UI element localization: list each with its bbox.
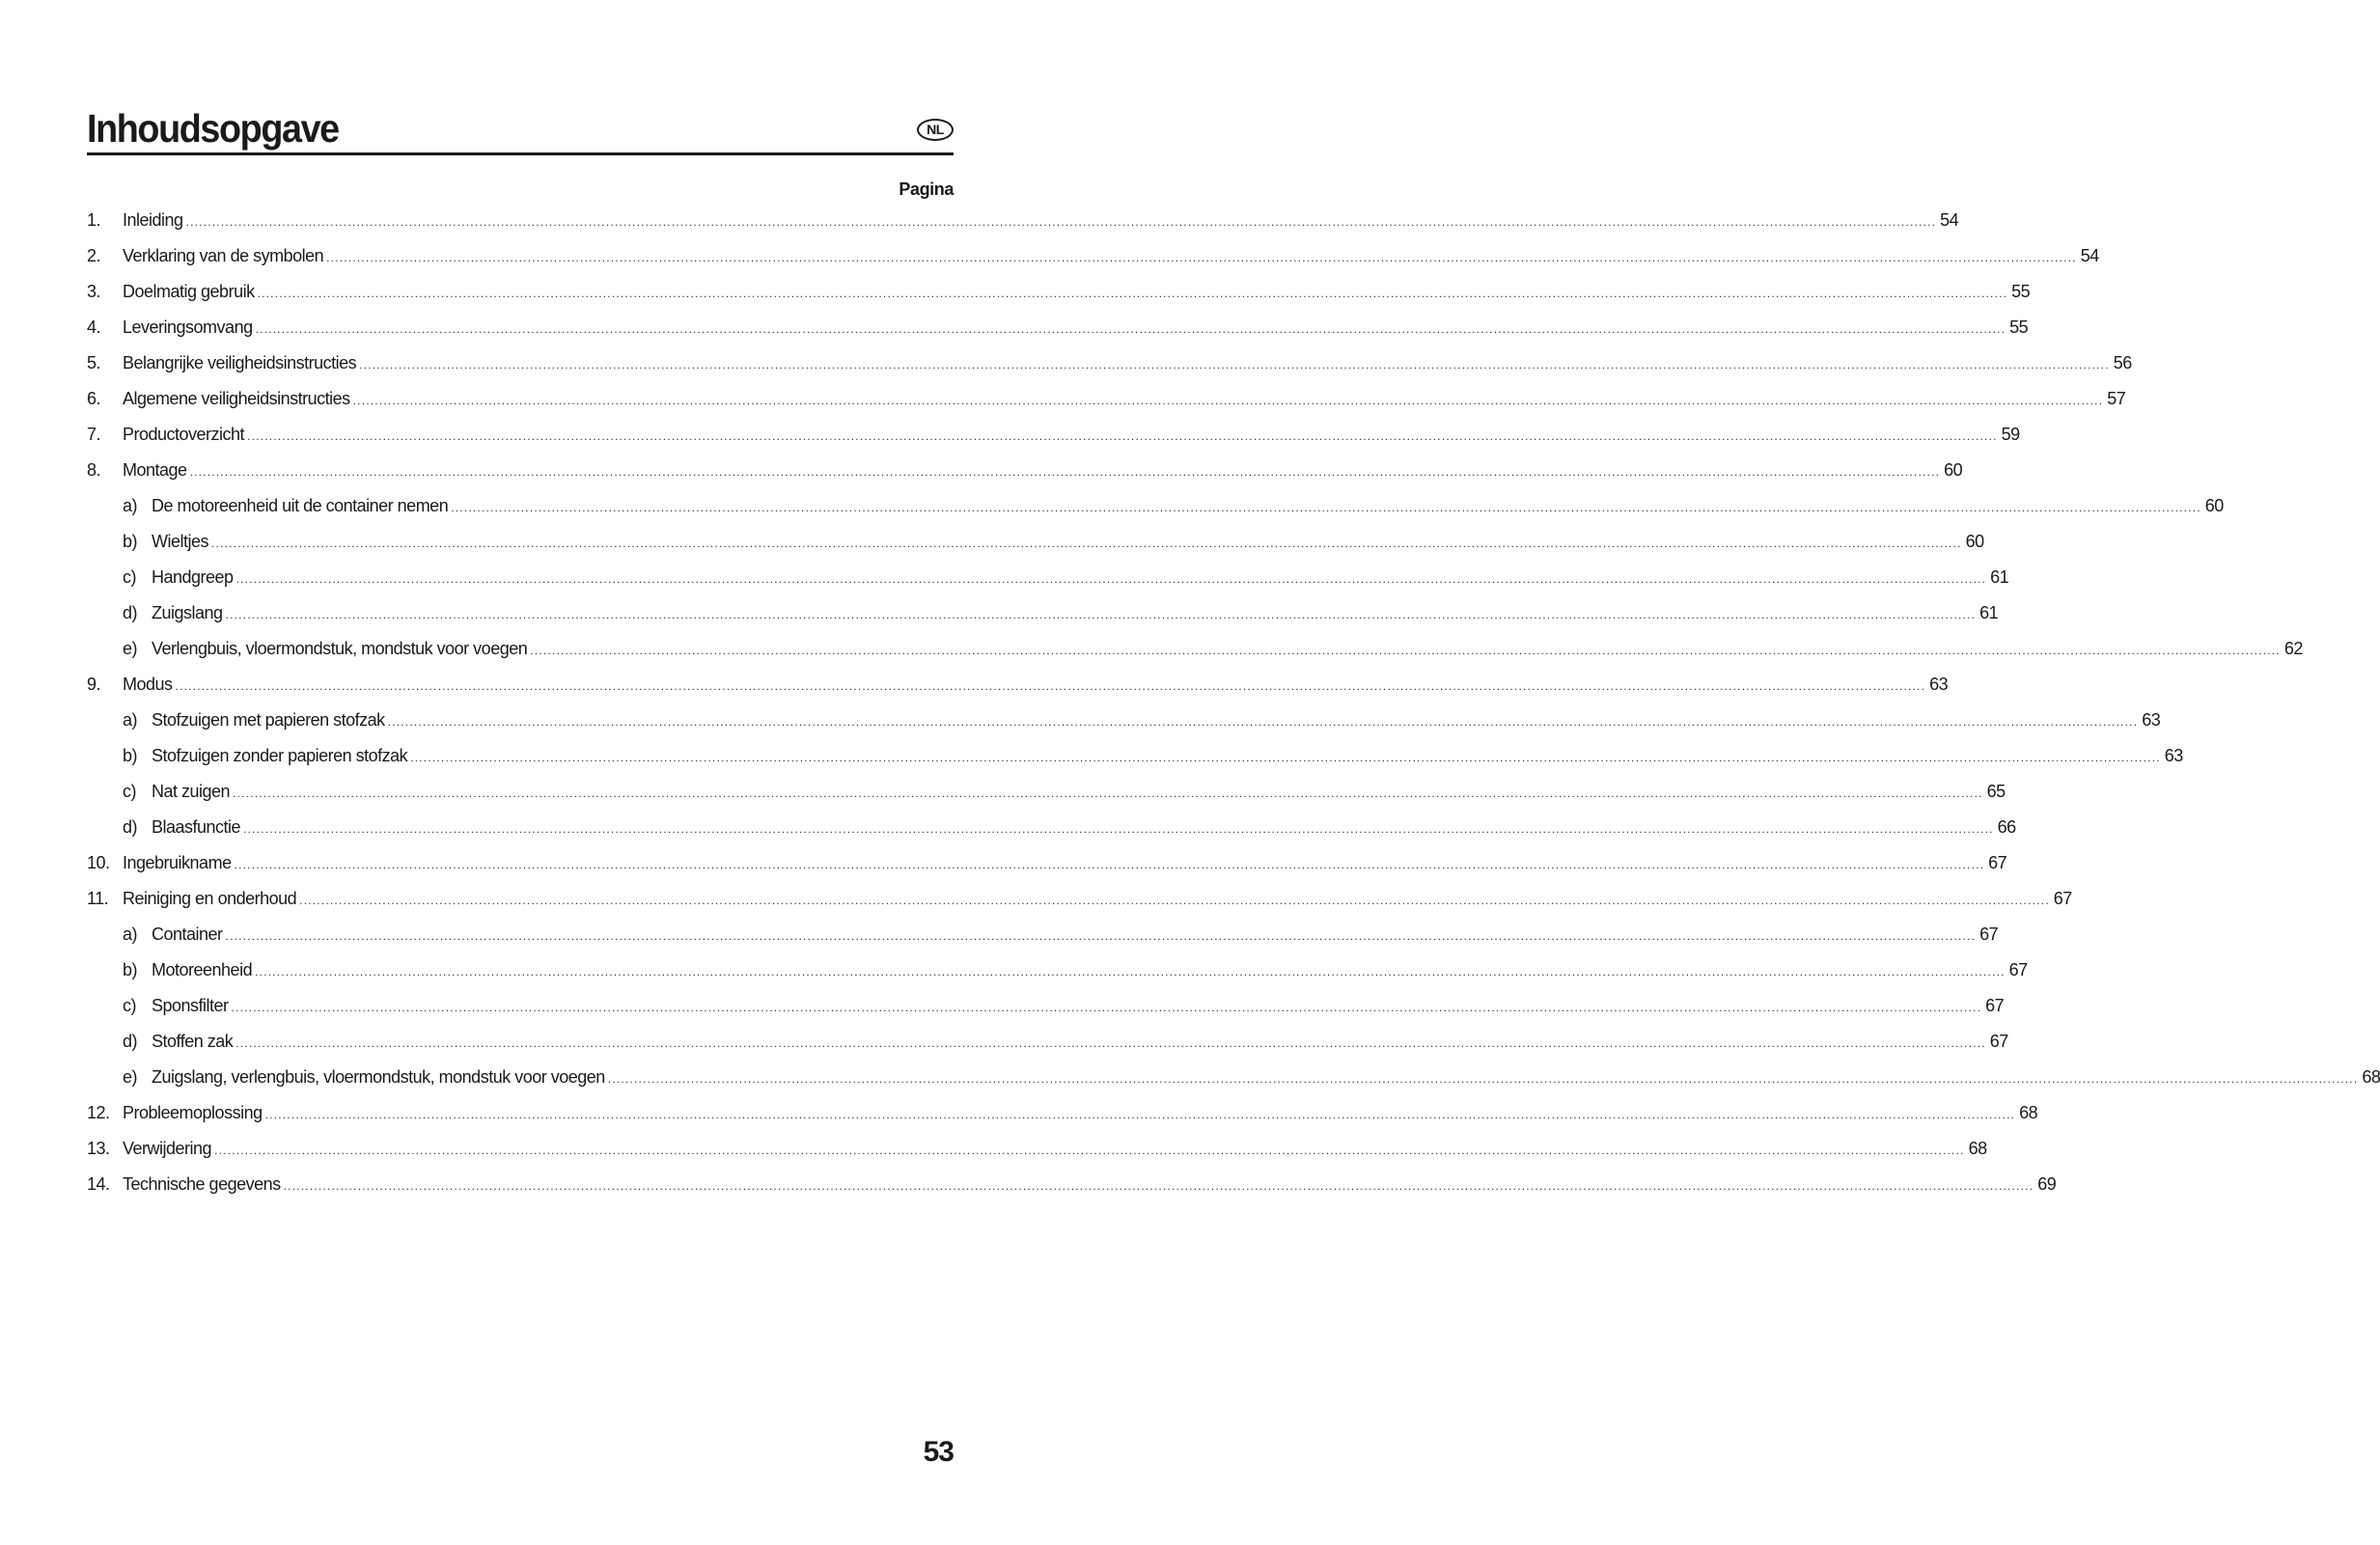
dot-leader: ................................................................................................................................................................................................................................................................................................................................................................................................................ bbox=[214, 1144, 1965, 1157]
toc-entry-page: 62 bbox=[2283, 639, 2303, 658]
toc-entry bbox=[87, 1102, 2038, 1138]
toc-entry-label: Leveringsomvang bbox=[123, 317, 253, 337]
dot-leader: ................................................................................................................................................................................................................................................................................................................................................................................................................ bbox=[247, 429, 1998, 443]
toc-entry-label: De motoreenheid uit de container nemen bbox=[152, 496, 449, 515]
dot-leader: ................................................................................................................................................................................................................................................................................................................................................................................................................ bbox=[185, 215, 1937, 229]
dot-leader: ................................................................................................................................................................................................................................................................................................................................................................................................................ bbox=[387, 715, 2139, 729]
toc-entry-label: Wieltjes bbox=[152, 532, 209, 551]
toc-subentry bbox=[87, 638, 2303, 674]
toc-entry-page: 65 bbox=[1986, 782, 2006, 801]
toc-entry-label: Zuigslang, verlengbuis, vloermondstuk, mondstuk voor voegen bbox=[152, 1067, 605, 1087]
toc-entry-number: c) bbox=[123, 567, 136, 587]
toc-entry-page: 59 bbox=[2001, 425, 2020, 444]
dot-leader: ................................................................................................................................................................................................................................................................................................................................................................................................................ bbox=[175, 679, 1926, 693]
toc-entry-page: 54 bbox=[1940, 210, 1959, 230]
toc-entry-page: 68 bbox=[2362, 1067, 2380, 1087]
toc-entry bbox=[87, 459, 1963, 495]
toc-entry-label: Probleemoplossing bbox=[123, 1103, 263, 1122]
toc-subentry bbox=[87, 745, 2183, 781]
toc-entry-number: 6. bbox=[87, 389, 101, 408]
toc-entry-label: Algemene veiligheidsinstructies bbox=[123, 389, 350, 408]
toc-entry-label: Montage bbox=[123, 460, 187, 480]
toc-entry-label: Doelmatig gebruik bbox=[123, 282, 255, 301]
dot-leader: ................................................................................................................................................................................................................................................................................................................................................................................................................ bbox=[235, 1036, 1986, 1050]
toc-entry-label: Productoverzicht bbox=[123, 425, 245, 444]
toc-entry-number: e) bbox=[123, 639, 138, 658]
toc-entry-number: d) bbox=[123, 817, 138, 837]
toc-subentry bbox=[87, 566, 2009, 602]
toc-entry-page: 61 bbox=[1990, 567, 2009, 587]
dot-leader: ................................................................................................................................................................................................................................................................................................................................................................................................................ bbox=[451, 501, 2201, 514]
toc-entry-page: 55 bbox=[2009, 317, 2029, 337]
toc-entry-number: b) bbox=[123, 960, 138, 979]
toc-entry-page: 60 bbox=[2204, 496, 2224, 515]
toc-entry-number: a) bbox=[123, 924, 138, 944]
toc-entry-page: 67 bbox=[1989, 1032, 2008, 1051]
toc-entry bbox=[87, 317, 2029, 352]
page-header bbox=[87, 99, 954, 155]
dot-leader: ................................................................................................................................................................................................................................................................................................................................................................................................................ bbox=[255, 965, 2006, 979]
toc-entry-page: 60 bbox=[1944, 460, 1963, 480]
toc-subentry bbox=[87, 816, 2016, 852]
dot-leader: ................................................................................................................................................................................................................................................................................................................................................................................................................ bbox=[530, 644, 2281, 657]
toc-entry bbox=[87, 424, 2020, 459]
toc-entry-number: c) bbox=[123, 782, 136, 801]
toc-entry-page: 67 bbox=[2008, 960, 2028, 979]
dot-leader: ................................................................................................................................................................................................................................................................................................................................................................................................................ bbox=[359, 358, 2110, 372]
toc-entry-number: 9. bbox=[87, 675, 101, 694]
toc-entry-page: 67 bbox=[2053, 889, 2072, 908]
toc-entry bbox=[87, 888, 2072, 924]
toc-entry-number: d) bbox=[123, 603, 138, 622]
toc-entry-number: 3. bbox=[87, 282, 101, 301]
toc-entry-label: Reiniging en onderhoud bbox=[123, 889, 297, 908]
toc-entry-page: 66 bbox=[1997, 817, 2016, 837]
toc-entry-label: Technische gegevens bbox=[123, 1174, 281, 1194]
toc-entry bbox=[87, 245, 2099, 281]
dot-leader: ................................................................................................................................................................................................................................................................................................................................................................................................................ bbox=[352, 394, 2104, 407]
toc-entry bbox=[87, 281, 2031, 317]
toc-entry-page: 56 bbox=[2113, 353, 2132, 372]
toc-entry-number: c) bbox=[123, 996, 136, 1015]
toc-entry-number: d) bbox=[123, 1032, 138, 1051]
dot-leader: ................................................................................................................................................................................................................................................................................................................................................................................................................ bbox=[607, 1072, 2359, 1086]
toc-subentry bbox=[87, 1066, 2380, 1102]
toc-entry bbox=[87, 352, 2132, 388]
toc-entry-label: Zuigslang bbox=[152, 603, 223, 622]
toc-subentry bbox=[87, 531, 1984, 566]
toc-entry-page: 68 bbox=[2019, 1103, 2038, 1122]
toc-entry-label: Stofzuigen met papieren stofzak bbox=[152, 710, 385, 730]
toc-subentry bbox=[87, 924, 1999, 959]
toc-entry-number: 12. bbox=[87, 1103, 110, 1122]
toc-entry bbox=[87, 1138, 1987, 1173]
toc-entry-label: Stofzuigen zonder papieren stofzak bbox=[152, 746, 408, 765]
dot-leader: ................................................................................................................................................................................................................................................................................................................................................................................................................ bbox=[326, 251, 2077, 264]
toc-entry bbox=[87, 388, 2126, 424]
toc-entry-page: 54 bbox=[2080, 246, 2099, 265]
toc-subentry bbox=[87, 602, 1999, 638]
toc-entry-number: a) bbox=[123, 496, 138, 515]
dot-leader: ................................................................................................................................................................................................................................................................................................................................................................................................................ bbox=[410, 751, 2161, 764]
toc-subentry bbox=[87, 995, 2005, 1031]
dot-leader: ................................................................................................................................................................................................................................................................................................................................................................................................................ bbox=[231, 1001, 1982, 1014]
toc-entry-number: 7. bbox=[87, 425, 101, 444]
table-of-contents bbox=[87, 209, 2380, 1209]
toc-entry-label: Motoreenheid bbox=[152, 960, 253, 979]
toc-entry-label: Modus bbox=[123, 675, 173, 694]
dot-leader: ................................................................................................................................................................................................................................................................................................................................................................................................................ bbox=[234, 858, 1985, 871]
toc-entry-label: Belangrijke veiligheidsinstructies bbox=[123, 353, 357, 372]
toc-entry-number: 8. bbox=[87, 460, 101, 480]
toc-entry-label: Verwijdering bbox=[123, 1139, 212, 1158]
toc-entry-page: 63 bbox=[2164, 746, 2183, 765]
toc-subentry bbox=[87, 1031, 2008, 1066]
dot-leader: ................................................................................................................................................................................................................................................................................................................................................................................................................ bbox=[233, 786, 1983, 800]
dot-leader: ................................................................................................................................................................................................................................................................................................................................................................................................................ bbox=[189, 465, 1941, 479]
toc-entry-number: 13. bbox=[87, 1139, 110, 1158]
toc-entry-number: 1. bbox=[87, 210, 101, 230]
toc-subentry bbox=[87, 709, 2161, 745]
toc-entry-page: 68 bbox=[1968, 1139, 1987, 1158]
toc-entry-number: b) bbox=[123, 532, 138, 551]
toc-entry-number: 11. bbox=[87, 889, 109, 908]
toc-entry-page: 61 bbox=[1979, 603, 1999, 622]
dot-leader: ................................................................................................................................................................................................................................................................................................................................................................................................................ bbox=[299, 894, 2050, 907]
toc-subentry bbox=[87, 495, 2224, 531]
toc-subentry bbox=[87, 959, 2028, 995]
toc-entry-label: Ingebruikname bbox=[123, 853, 232, 872]
dot-leader: ................................................................................................................................................................................................................................................................................................................................................................................................................ bbox=[257, 287, 2008, 300]
toc-entry-label: Verklaring van de symbolen bbox=[123, 246, 324, 265]
dot-leader: ................................................................................................................................................................................................................................................................................................................................................................................................................ bbox=[235, 572, 1987, 586]
dot-leader: ................................................................................................................................................................................................................................................................................................................................................................................................................ bbox=[225, 929, 1977, 943]
toc-entry-page: 55 bbox=[2011, 282, 2031, 301]
toc-entry-label: Nat zuigen bbox=[152, 782, 231, 801]
language-badge-icon: NL bbox=[917, 119, 954, 141]
toc-entry-page: 57 bbox=[2107, 389, 2126, 408]
toc-entry bbox=[87, 852, 2007, 888]
toc-entry bbox=[87, 1173, 2057, 1209]
toc-entry-label: Blaasfunctie bbox=[152, 817, 241, 837]
toc-entry-label: Inleiding bbox=[123, 210, 183, 230]
toc-entry-page: 67 bbox=[1988, 853, 2007, 872]
toc-entry-page: 67 bbox=[1979, 924, 1999, 944]
dot-leader: ................................................................................................................................................................................................................................................................................................................................................................................................................ bbox=[243, 822, 1994, 836]
toc-entry-number: e) bbox=[123, 1067, 138, 1087]
toc-entry-number: 10. bbox=[87, 853, 110, 872]
toc-entry-number: 14. bbox=[87, 1174, 110, 1194]
toc-entry-page: 63 bbox=[2142, 710, 2161, 730]
toc-entry-number: 5. bbox=[87, 353, 101, 372]
toc-entry-number: 2. bbox=[87, 246, 101, 265]
page-title: Inhoudsopgave bbox=[87, 106, 339, 151]
toc-entry-label: Handgreep bbox=[152, 567, 234, 587]
dot-leader: ................................................................................................................................................................................................................................................................................................................................................................................................................ bbox=[255, 322, 2006, 336]
toc-entry bbox=[87, 209, 1959, 245]
toc-entry-label: Verlengbuis, vloermondstuk, mondstuk voor voegen bbox=[152, 639, 528, 658]
toc-entry bbox=[87, 674, 1949, 709]
toc-subentry bbox=[87, 781, 2006, 816]
toc-entry-page: 69 bbox=[2037, 1174, 2057, 1194]
toc-entry-page: 60 bbox=[1965, 532, 1984, 551]
toc-entry-number: a) bbox=[123, 710, 138, 730]
toc-entry-number: b) bbox=[123, 746, 138, 765]
dot-leader: ................................................................................................................................................................................................................................................................................................................................................................................................................ bbox=[283, 1179, 2034, 1193]
toc-entry-label: Stoffen zak bbox=[152, 1032, 234, 1051]
toc-entry-page: 63 bbox=[1929, 675, 1949, 694]
toc-entry-label: Sponsfilter bbox=[152, 996, 229, 1015]
toc-entry-label: Container bbox=[152, 924, 223, 944]
toc-entry-number: 4. bbox=[87, 317, 101, 337]
page-number: 53 bbox=[923, 1436, 954, 1468]
dot-leader: ................................................................................................................................................................................................................................................................................................................................................................................................................ bbox=[225, 608, 1977, 621]
dot-leader: ................................................................................................................................................................................................................................................................................................................................................................................................................ bbox=[211, 537, 1962, 550]
page-column-label: Pagina bbox=[899, 179, 954, 199]
dot-leader: ................................................................................................................................................................................................................................................................................................................................................................................................................ bbox=[264, 1108, 2016, 1121]
toc-entry-page: 67 bbox=[1985, 996, 2005, 1015]
